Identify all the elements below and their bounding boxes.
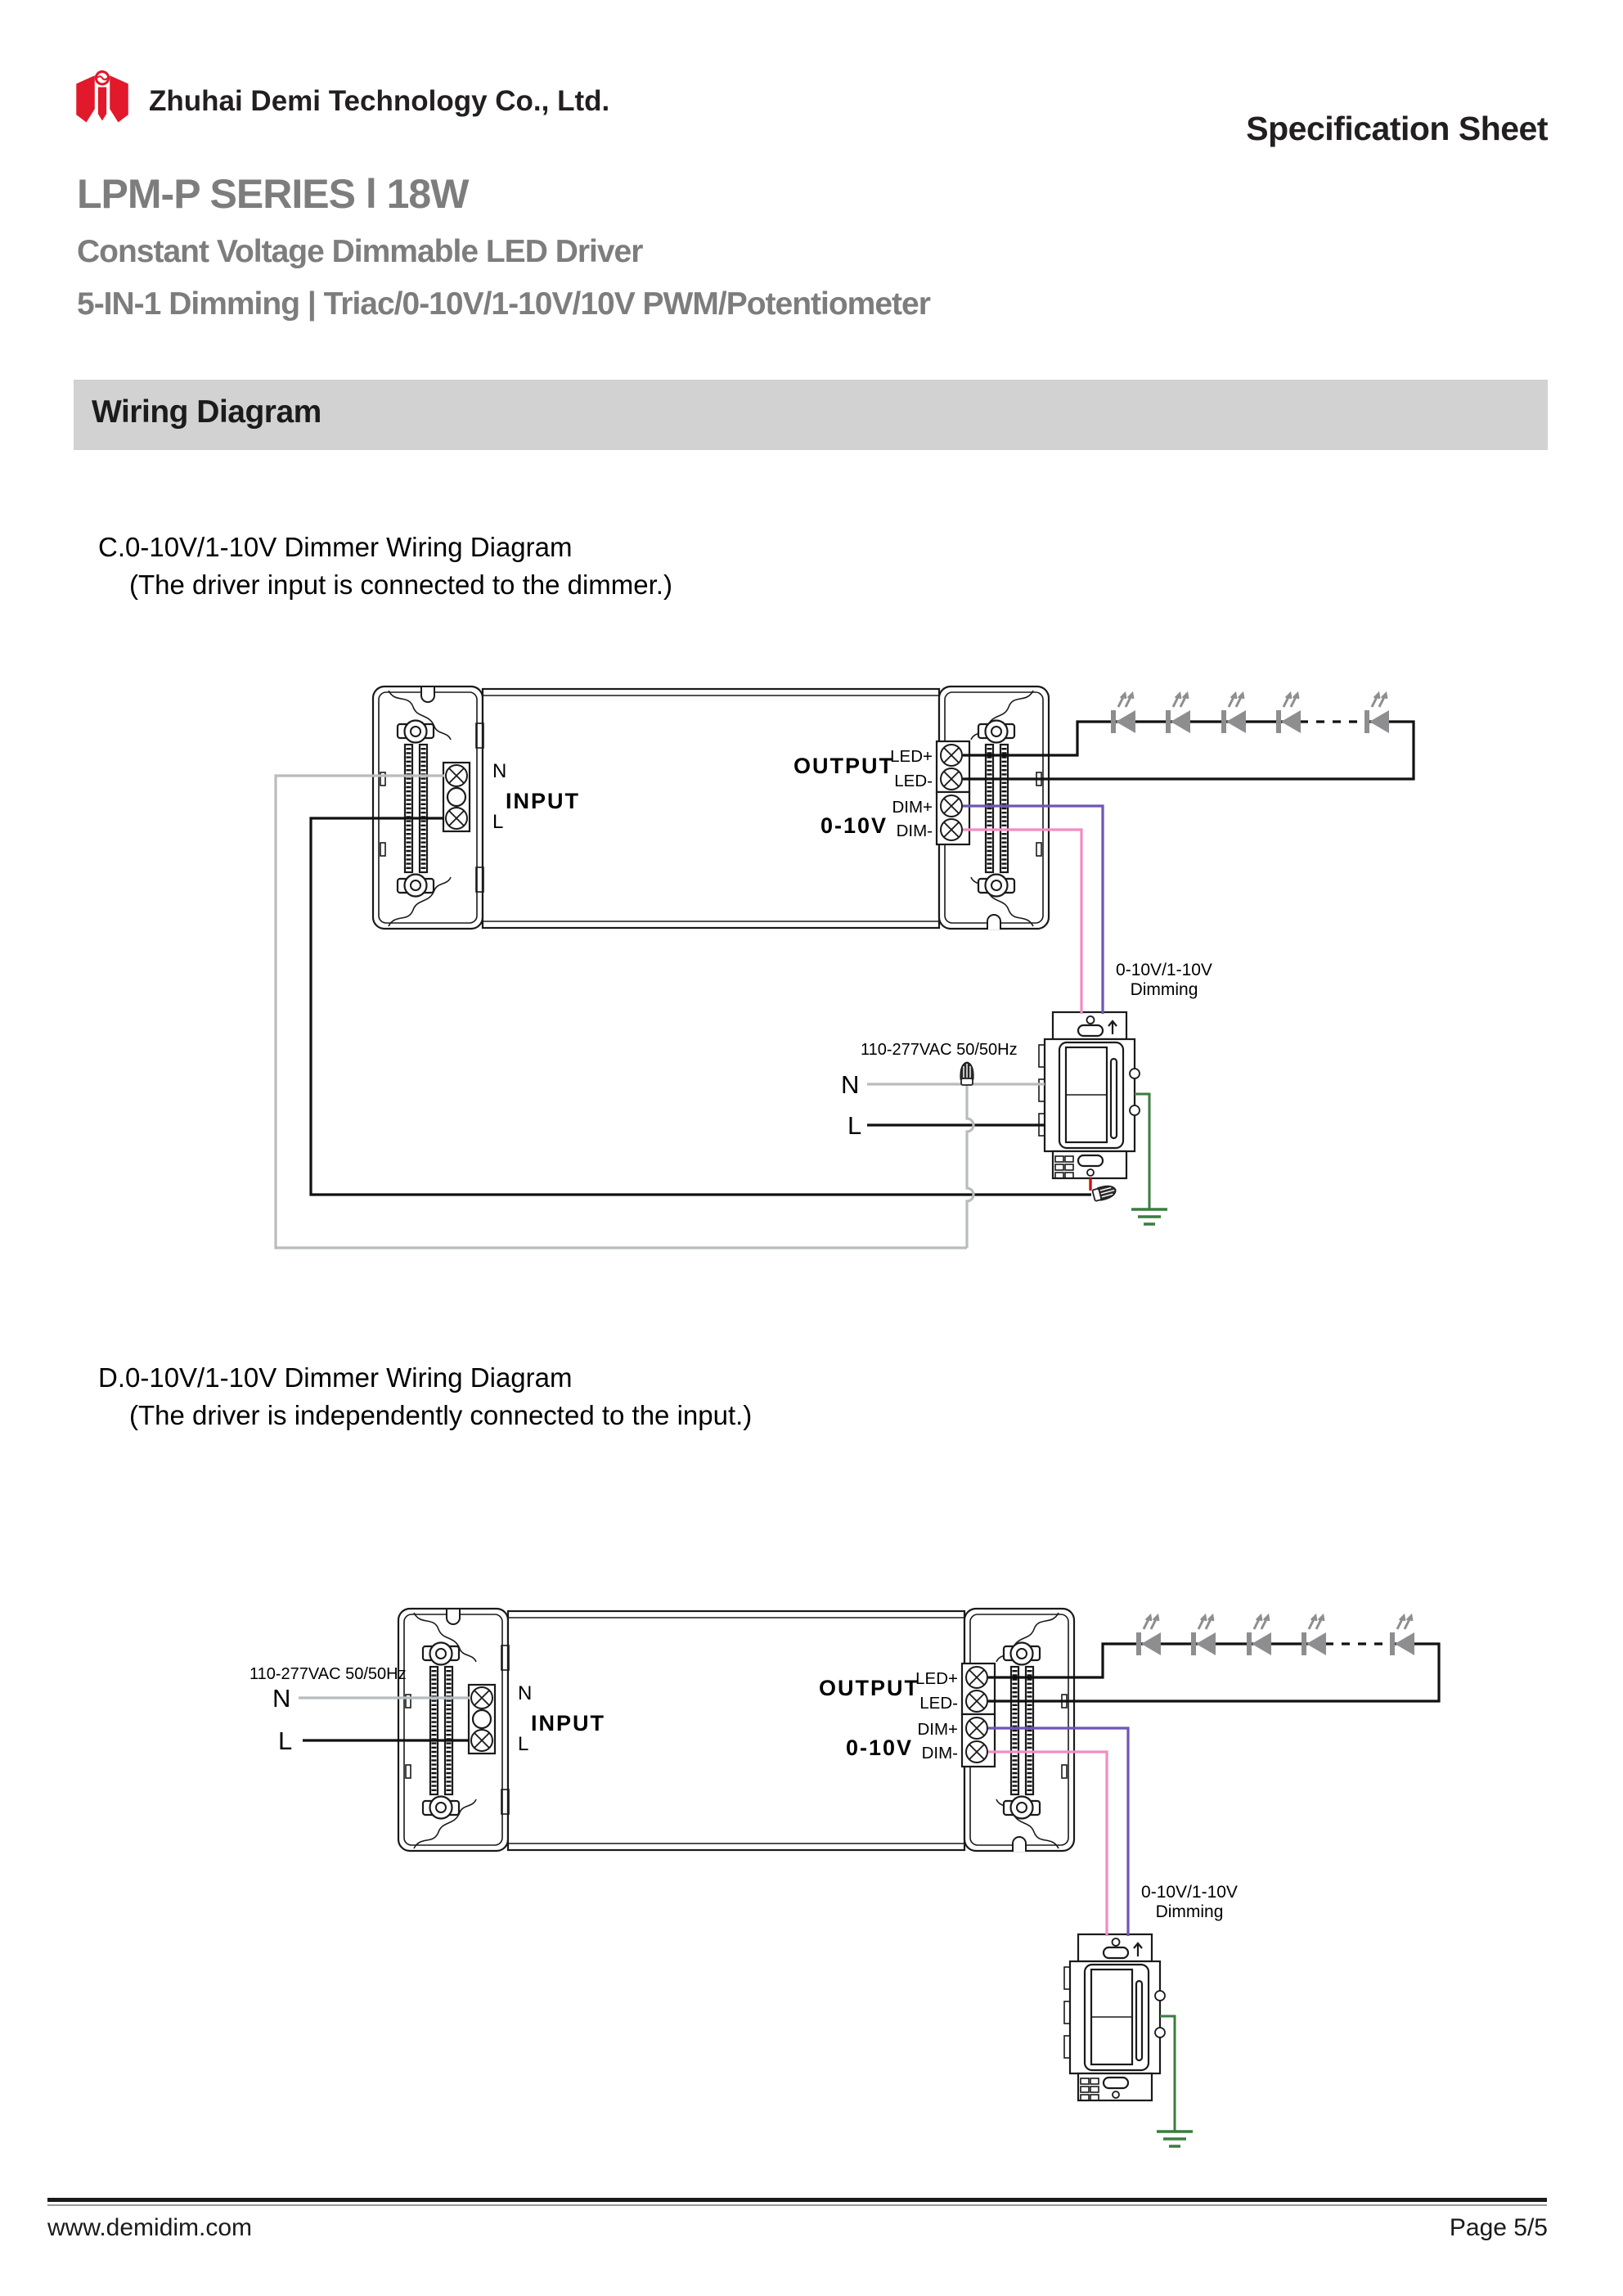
section-header-bar <box>74 380 1548 450</box>
led-5 <box>1364 694 1389 733</box>
diagram-c-subheading: (The driver input is connected to the dimmer.) <box>129 569 672 600</box>
diagram-d <box>229 1604 1456 2177</box>
label-led-plus: LED+ <box>890 747 933 766</box>
company-logo <box>72 69 133 139</box>
led-driver-unit <box>398 1609 1074 1852</box>
label-mains-n: N <box>272 1684 291 1713</box>
label-led-minus: LED- <box>919 1694 958 1713</box>
product-subtitle-2: 5-IN-1 Dimming | Triac/0-10V/1-10V/10V PWM/Potentiometer <box>77 286 930 322</box>
led-1 <box>1136 1616 1161 1655</box>
label-dim-plus: DIM+ <box>892 798 933 817</box>
label-0-10v: 0-10V <box>820 813 888 838</box>
label-dimming-2: Dimming <box>1155 1902 1224 1921</box>
label-mains-l: L <box>278 1727 293 1755</box>
footer-rule-shadow <box>47 2204 1547 2206</box>
label-output: OUTPUT <box>794 754 894 778</box>
label-input-n: N <box>492 760 507 782</box>
logo-left-wing <box>76 75 95 122</box>
led-2 <box>1166 694 1190 733</box>
label-dimming-2: Dimming <box>1130 980 1198 999</box>
ground-symbol <box>1157 2132 1193 2146</box>
diagram-d-subheading: (The driver is independently connected to the input.) <box>129 1400 753 1430</box>
label-output: OUTPUT <box>819 1676 919 1700</box>
label-led-minus: LED- <box>894 772 933 790</box>
wall-dimmer-unit <box>1064 1934 1165 2100</box>
ground-symbol <box>1131 1209 1167 1224</box>
label-mains-l: L <box>847 1111 862 1140</box>
label-input-l: L <box>518 1733 529 1755</box>
series-title: LPM-P SERIES l 18W <box>77 171 469 217</box>
footer-website: www.demidim.com <box>47 2214 253 2241</box>
label-dim-plus: DIM+ <box>917 1720 958 1739</box>
led-3 <box>1247 1616 1271 1655</box>
label-dim-minus: DIM- <box>896 822 933 840</box>
logo-swirl-s <box>97 76 107 79</box>
label-input: INPUT <box>531 1711 605 1736</box>
led-4 <box>1276 694 1301 733</box>
wire-nut-line <box>1092 1183 1117 1202</box>
label-input-n: N <box>518 1682 533 1704</box>
section-title: Wiring Diagram <box>92 394 321 430</box>
label-mains-voltage: 110-277VAC 50/50Hz <box>861 1041 1018 1059</box>
diagram-c <box>245 655 1456 1276</box>
led-4 <box>1302 1616 1326 1655</box>
label-mains-voltage: 110-277VAC 50/50Hz <box>250 1665 407 1683</box>
led-2 <box>1191 1616 1216 1655</box>
label-dimming-1: 0-10V/1-10V <box>1141 1883 1238 1902</box>
label-input-l: L <box>492 811 504 833</box>
led-driver-unit <box>373 687 1049 930</box>
led-5 <box>1390 1616 1414 1655</box>
label-0-10v: 0-10V <box>845 1736 913 1760</box>
label-led-plus: LED+ <box>915 1669 958 1688</box>
label-dim-minus: DIM- <box>921 1744 958 1763</box>
footer-page-number: Page 5/5 <box>1449 2214 1548 2241</box>
diagram-d-heading: D.0-10V/1-10V Dimmer Wiring Diagram <box>98 1362 573 1393</box>
company-name: Zhuhai Demi Technology Co., Ltd. <box>149 85 610 117</box>
wire-nut-neutral <box>960 1062 973 1085</box>
wire-neutral-branch <box>967 1085 973 1248</box>
logo-center <box>98 88 106 121</box>
footer-rule <box>47 2198 1547 2202</box>
sheet-title: Specification Sheet <box>1246 110 1548 147</box>
label-mains-n: N <box>841 1070 860 1099</box>
led-1 <box>1111 694 1135 733</box>
wall-dimmer-unit <box>1039 1012 1140 1178</box>
led-3 <box>1221 694 1246 733</box>
label-input: INPUT <box>506 789 580 813</box>
logo-right-wing <box>110 75 128 122</box>
diagram-c-heading: C.0-10V/1-10V Dimmer Wiring Diagram <box>98 532 573 562</box>
label-dimming-1: 0-10V/1-10V <box>1116 961 1212 979</box>
product-subtitle-1: Constant Voltage Dimmable LED Driver <box>77 234 643 269</box>
